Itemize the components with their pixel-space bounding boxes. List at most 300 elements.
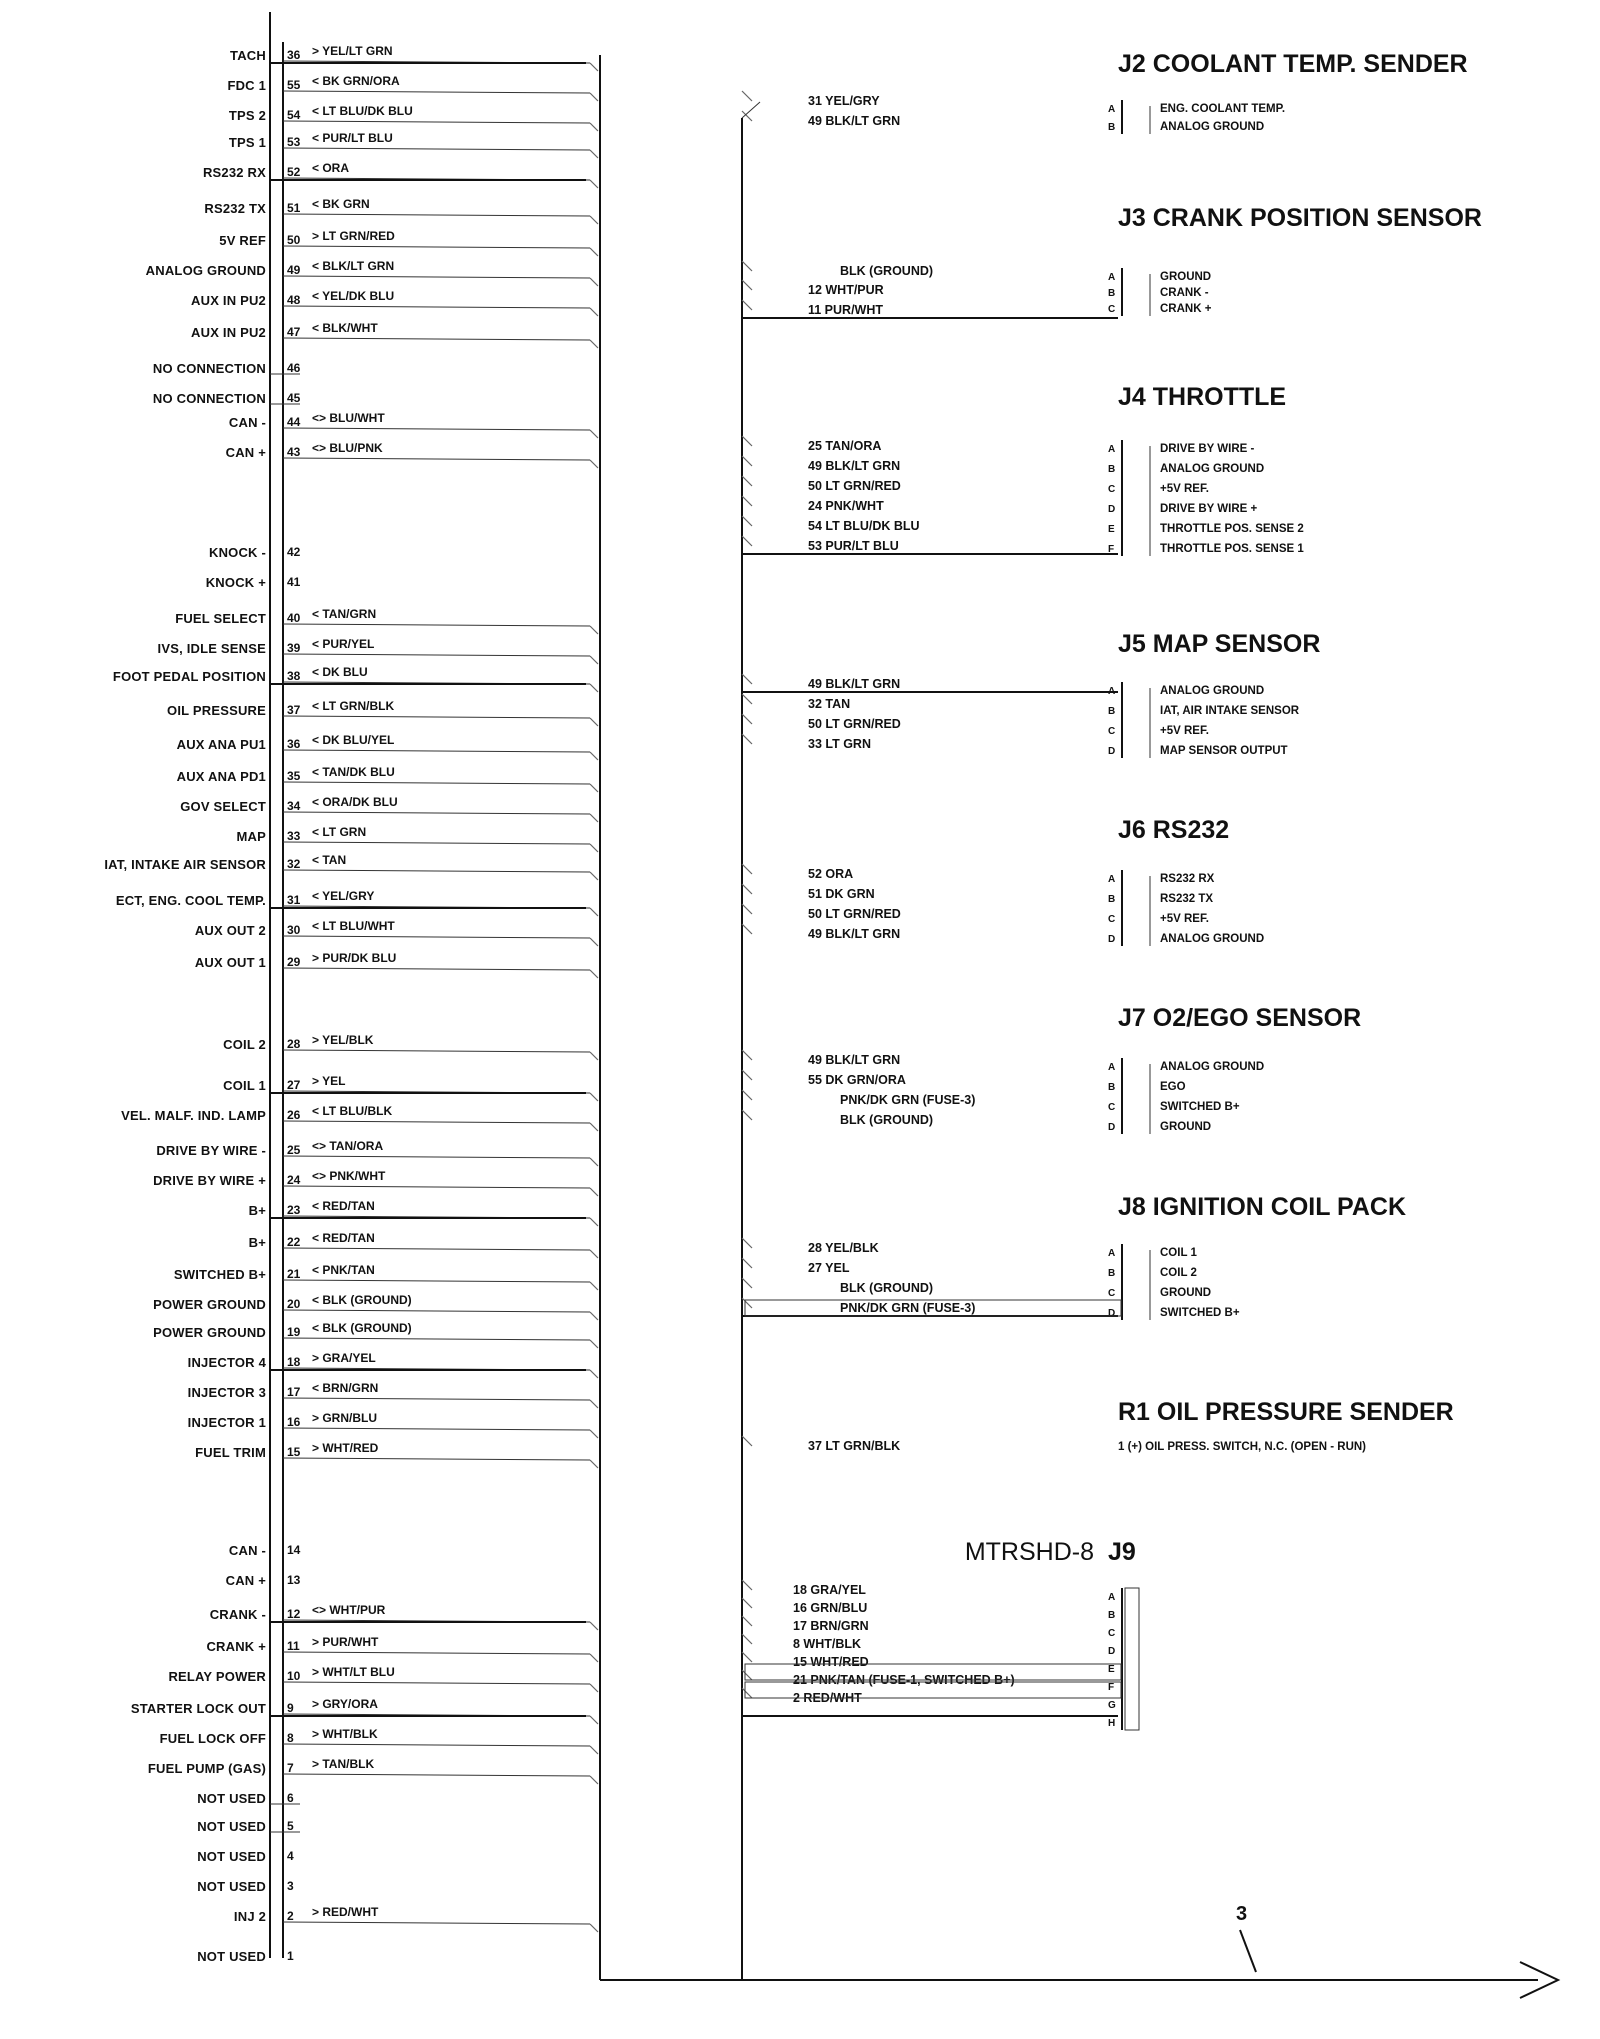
wire-junction-tick — [590, 1250, 598, 1258]
ecm-pin-label: CAN - — [228, 415, 266, 430]
wire-junction-tick — [590, 1716, 598, 1724]
connector-pin-letter: C — [1108, 726, 1116, 737]
connector-pin-function: GROUND — [1160, 1287, 1212, 1299]
ecm-wire-color: > YEL/LT GRN — [312, 44, 393, 58]
wire-junction-tick — [590, 63, 598, 71]
connector-pin-function: ANALOG GROUND — [1160, 1061, 1265, 1073]
ecm-wire-line — [283, 1774, 590, 1776]
ecm-pin-number: 2 — [287, 1909, 294, 1923]
connector-wire-label: 17 BRN/GRN — [793, 1619, 869, 1633]
ecm-wire-color: < LT GRN/BLK — [312, 699, 395, 713]
ecm-wire-line — [283, 246, 590, 248]
connector-wire-label: 51 DK GRN — [808, 887, 875, 901]
wire-junction-tick — [590, 123, 598, 131]
connector-pin-function: SWITCHED B+ — [1160, 1307, 1240, 1319]
ecm-pin-label: NO CONNECTION — [152, 361, 266, 376]
connector-pin-function: ENG. COOLANT TEMP. — [1160, 103, 1286, 115]
wire-junction-tick — [742, 1110, 752, 1120]
connector-pin-letter: A — [1108, 104, 1116, 115]
ecm-pin-label: CRANK - — [209, 1607, 266, 1622]
ecm-wire-line — [283, 1338, 590, 1340]
connector-wire-label: 54 LT BLU/DK BLU — [808, 519, 920, 533]
wire-junction-tick — [590, 1370, 598, 1378]
ecm-pin-label: INJ 2 — [233, 1909, 266, 1924]
ecm-wire-color: <> BLU/PNK — [312, 441, 383, 455]
ecm-pin-number: 4 — [287, 1849, 294, 1863]
ecm-wire-color: < PNK/TAN — [312, 1263, 375, 1277]
wire-junction-tick — [590, 1776, 598, 1784]
wire-junction-tick — [742, 864, 752, 874]
ecm-pin-label: SWITCHED B+ — [173, 1267, 266, 1282]
wire-junction-tick — [590, 340, 598, 348]
ecm-wire-line — [283, 624, 590, 626]
connector-wire-label: 28 YEL/BLK — [808, 1241, 879, 1255]
wire-junction-tick — [590, 1622, 598, 1630]
connector-pin-function: CRANK + — [1160, 303, 1212, 315]
ecm-pin-number: 12 — [287, 1607, 301, 1621]
connector-pin-letter: C — [1108, 304, 1116, 315]
connector-pin-letter: A — [1108, 874, 1116, 885]
ecm-pin-number: 29 — [287, 955, 301, 969]
connector-title: J6 RS232 — [1118, 816, 1230, 844]
wire-junction-tick — [590, 656, 598, 664]
connector-pin-letter: B — [1108, 464, 1116, 475]
ecm-pin-label: NOT USED — [197, 1791, 266, 1806]
ecm-pin-label: MAP — [236, 829, 266, 844]
ecm-wire-color: > PUR/WHT — [312, 1635, 379, 1649]
connector-wire-label: 27 YEL — [808, 1261, 850, 1275]
connector-pin-letter: C — [1108, 1102, 1116, 1113]
connector-pin-letter: F — [1108, 1682, 1115, 1693]
ecm-pin-label: INJECTOR 4 — [187, 1355, 266, 1370]
connector-title: J9 — [1108, 1538, 1136, 1566]
connector-wire-label: 49 BLK/LT GRN — [808, 1053, 901, 1067]
wire-junction-tick — [590, 718, 598, 726]
connector-pin-letter: H — [1108, 1718, 1116, 1729]
ecm-pin-label: AUX OUT 2 — [194, 923, 266, 938]
ecm-wire-color: > WHT/RED — [312, 1441, 379, 1455]
ecm-pin-number: 30 — [287, 923, 301, 937]
ecm-wire-color: < BLK (GROUND) — [312, 1293, 412, 1307]
ecm-wire-line — [283, 148, 590, 150]
ecm-wire-color: < LT BLU/WHT — [312, 919, 395, 933]
wire-junction-tick — [590, 1654, 598, 1662]
ecm-wire-line — [283, 1652, 590, 1654]
connector-wire-label: 15 WHT/RED — [793, 1655, 869, 1669]
wire-junction-tick — [742, 714, 752, 724]
ecm-pin-label: NOT USED — [197, 1949, 266, 1964]
wire-junction-tick — [590, 970, 598, 978]
wire-junction-tick — [590, 1430, 598, 1438]
connector-pin-function: EGO — [1160, 1081, 1186, 1093]
connector-pin-letter: C — [1108, 1628, 1116, 1639]
ecm-pin-number: 1 — [287, 1949, 294, 1963]
ecm-pin-number: 49 — [287, 263, 301, 277]
ecm-wire-line — [283, 338, 590, 340]
connector-pin-function: ANALOG GROUND — [1160, 463, 1265, 475]
ecm-wire-color: <> WHT/PUR — [312, 1603, 386, 1617]
wire-junction-tick — [590, 180, 598, 188]
ecm-pin-label: GOV SELECT — [180, 799, 266, 814]
ecm-pin-number: 8 — [287, 1731, 294, 1745]
connector-pin-letter: B — [1108, 1610, 1116, 1621]
connector-wire-label: BLK (GROUND) — [840, 1113, 934, 1127]
ecm-pin-number: 50 — [287, 233, 301, 247]
wire-junction-tick — [742, 91, 752, 101]
connector-pin-letter: D — [1108, 1122, 1116, 1133]
connector-wire-label: 24 PNK/WHT — [808, 499, 884, 513]
wire-junction-tick — [742, 1580, 752, 1590]
wire-junction-tick — [742, 904, 752, 914]
ecm-pin-number: 32 — [287, 857, 301, 871]
wire-junction-tick — [742, 280, 752, 290]
connector-pin-function: DRIVE BY WIRE - — [1160, 443, 1255, 455]
connector-pin-function: +5V REF. — [1160, 483, 1209, 495]
ecm-pin-number: 40 — [287, 611, 301, 625]
ecm-wire-color: < YEL/DK BLU — [312, 289, 395, 303]
wire-junction-tick — [590, 684, 598, 692]
connector-pin-letter: B — [1108, 1268, 1116, 1279]
connector-pin-function: ANALOG GROUND — [1160, 685, 1265, 697]
ecm-pin-number: 42 — [287, 545, 301, 559]
connector-pin-function: ANALOG GROUND — [1160, 121, 1265, 133]
ecm-pin-number: 51 — [287, 201, 301, 215]
connector-title: J3 CRANK POSITION SENSOR — [1118, 204, 1482, 232]
ecm-pin-label: IVS, IDLE SENSE — [157, 641, 266, 656]
connector-pin-letter: B — [1108, 122, 1116, 133]
ecm-pin-label: NOT USED — [197, 1819, 266, 1834]
connector-pin-function: THROTTLE POS. SENSE 1 — [1160, 543, 1304, 555]
connector-pin-letter: G — [1108, 1700, 1116, 1711]
ecm-pin-number: 5 — [287, 1819, 294, 1833]
ecm-pin-label: IAT, INTAKE AIR SENSOR — [104, 857, 266, 872]
connector-wire-label: 32 TAN — [808, 697, 851, 711]
ecm-wire-line — [283, 458, 590, 460]
wire-junction-tick — [590, 1218, 598, 1226]
wire-junction-tick — [590, 626, 598, 634]
ecm-pin-number: 48 — [287, 293, 301, 307]
ecm-pin-label: OIL PRESSURE — [167, 703, 266, 718]
ecm-wire-color: < BLK/WHT — [312, 321, 378, 335]
ecm-wire-color: < TAN/DK BLU — [312, 765, 395, 779]
connector-pin-function: COIL 1 — [1160, 1247, 1197, 1259]
wire-junction-tick — [590, 844, 598, 852]
wire-junction-tick — [590, 908, 598, 916]
wire-junction-tick — [742, 1258, 752, 1268]
ecm-wire-color: < RED/TAN — [312, 1231, 375, 1245]
ecm-pin-label: NOT USED — [197, 1849, 266, 1864]
ecm-wire-color: > GRY/ORA — [312, 1697, 378, 1711]
wire-junction-tick — [590, 752, 598, 760]
wire-junction-tick — [590, 248, 598, 256]
connector-wire-label: 50 LT GRN/RED — [808, 479, 901, 493]
ecm-wire-line — [283, 782, 590, 784]
ecm-pin-label: FUEL SELECT — [175, 611, 266, 626]
ecm-wire-color: < PUR/LT BLU — [312, 131, 393, 145]
wire-junction-tick — [590, 1400, 598, 1408]
ecm-wire-color: <> TAN/ORA — [312, 1139, 384, 1153]
ecm-pin-number: 27 — [287, 1078, 301, 1092]
connector-wire-label: 49 BLK/LT GRN — [808, 114, 901, 128]
ecm-wire-line — [283, 1310, 590, 1312]
wire-junction-tick — [590, 308, 598, 316]
ecm-pin-label: B+ — [248, 1203, 266, 1218]
ecm-pin-label: NO CONNECTION — [152, 391, 266, 406]
connector-title: J2 COOLANT TEMP. SENDER — [1118, 50, 1468, 78]
wire-junction-tick — [742, 1238, 752, 1248]
ecm-pin-label: VEL. MALF. IND. LAMP — [121, 1108, 266, 1123]
ecm-pin-label: AUX OUT 1 — [194, 955, 266, 970]
ecm-pin-label: AUX ANA PD1 — [176, 769, 266, 784]
wire-junction-tick — [742, 300, 752, 310]
wire-junction-tick — [590, 872, 598, 880]
ecm-pin-label: AUX IN PU2 — [191, 325, 266, 340]
connector-pin-letter: B — [1108, 1082, 1116, 1093]
ecm-pin-number: 20 — [287, 1297, 301, 1311]
ecm-pin-number: 37 — [287, 703, 301, 717]
ecm-pin-label: POWER GROUND — [153, 1297, 266, 1312]
ecm-pin-label: B+ — [248, 1235, 266, 1250]
connector-pin-function: RS232 RX — [1160, 873, 1215, 885]
ecm-wire-color: < YEL/GRY — [312, 889, 375, 903]
ecm-pin-number: 43 — [287, 445, 301, 459]
trunk-top-stub — [742, 102, 760, 118]
connector-pin-letter: D — [1108, 1646, 1116, 1657]
connector-wire-label: 2 RED/WHT — [793, 1691, 862, 1705]
ecm-pin-number: 28 — [287, 1037, 301, 1051]
ecm-wire-color: < RED/TAN — [312, 1199, 375, 1213]
ecm-pin-label: AUX ANA PU1 — [176, 737, 266, 752]
ecm-wire-line — [283, 1682, 590, 1684]
connector-wire-label: 18 GRA/YEL — [793, 1583, 866, 1597]
connector-pin-function: GROUND — [1160, 271, 1212, 283]
ecm-pin-label: TPS 1 — [228, 135, 266, 150]
wire-junction-tick — [742, 694, 752, 704]
ecm-wire-color: < TAN/GRN — [312, 607, 377, 621]
connector-wire-label: PNK/DK GRN (FUSE-3) — [840, 1093, 976, 1107]
connector-pin-function: +5V REF. — [1160, 725, 1209, 737]
ecm-pin-number: 41 — [287, 575, 301, 589]
ecm-pin-number: 36 — [287, 48, 301, 62]
wire-junction-tick — [742, 1616, 752, 1626]
wire-junction-tick — [590, 460, 598, 468]
ecm-wire-line — [283, 716, 590, 718]
connector-pin-letter: D — [1108, 934, 1116, 945]
wire-junction-tick — [590, 278, 598, 286]
wire-junction-tick — [742, 536, 752, 546]
ecm-wire-line — [283, 654, 590, 656]
wire-junction-tick — [742, 476, 752, 486]
connector-pin-letter: A — [1108, 686, 1116, 697]
wire-junction-tick — [742, 1436, 752, 1446]
connector-pin-letter: C — [1108, 484, 1116, 495]
ecm-wire-color: < BLK (GROUND) — [312, 1321, 412, 1335]
ecm-wire-color: < DK BLU/YEL — [312, 733, 395, 747]
connector-pin-letter: E — [1108, 524, 1115, 535]
ecm-pin-label: CAN + — [225, 445, 266, 460]
wire-junction-tick — [590, 1052, 598, 1060]
ecm-pin-number: 46 — [287, 361, 301, 375]
wire-junction-tick — [742, 1090, 752, 1100]
ecm-pin-label: FUEL LOCK OFF — [159, 1731, 266, 1746]
connector-wire-label: 52 ORA — [808, 867, 854, 881]
connector-pin-letter: A — [1108, 444, 1116, 455]
connector-title: J8 IGNITION COIL PACK — [1118, 1193, 1407, 1221]
connector-wire-label: 21 PNK/TAN (FUSE-1, SWITCHED B+) — [793, 1673, 1015, 1687]
ecm-wire-line — [283, 121, 590, 123]
ecm-pin-label: NOT USED — [197, 1879, 266, 1894]
wire-junction-tick — [590, 1340, 598, 1348]
connector-wire-label: 12 WHT/PUR — [808, 283, 884, 297]
wire-junction-tick — [742, 1634, 752, 1644]
connector-wire-label: 49 BLK/LT GRN — [808, 677, 901, 691]
wire-junction-tick — [742, 1070, 752, 1080]
ecm-pin-number: 39 — [287, 641, 301, 655]
wire-junction-tick — [590, 1684, 598, 1692]
ecm-pin-label: CAN + — [225, 1573, 266, 1588]
wire-junction-tick — [742, 436, 752, 446]
connector-pin-letter: D — [1108, 1308, 1116, 1319]
ecm-wire-color: > YEL/BLK — [312, 1033, 374, 1047]
connector-wire-label: BLK (GROUND) — [840, 264, 934, 278]
ecm-wire-color: < BRN/GRN — [312, 1381, 379, 1395]
ecm-pin-number: 18 — [287, 1355, 301, 1369]
ecm-pin-number: 14 — [287, 1543, 301, 1557]
connector-wire-label: 25 TAN/ORA — [808, 439, 882, 453]
wire-junction-tick — [590, 1093, 598, 1101]
connector-pin-letter: B — [1108, 288, 1116, 299]
ecm-pin-label: CAN - — [228, 1543, 266, 1558]
ecm-pin-label: INJECTOR 3 — [187, 1385, 266, 1400]
ecm-pin-number: 35 — [287, 769, 301, 783]
ecm-wire-line — [283, 1922, 590, 1924]
ecm-pin-number: 34 — [287, 799, 301, 813]
wire-junction-tick — [590, 1282, 598, 1290]
wire-junction-tick — [742, 1278, 752, 1288]
wire-junction-tick — [742, 456, 752, 466]
wire-junction-tick — [590, 1312, 598, 1320]
connector-wire-label: 50 LT GRN/RED — [808, 717, 901, 731]
connector-title: J4 THROTTLE — [1118, 383, 1287, 411]
ecm-pin-number: 52 — [287, 165, 301, 179]
connector-pin-function: IAT, AIR INTAKE SENSOR — [1160, 705, 1300, 717]
connector-pin-letter: A — [1108, 272, 1116, 283]
ecm-wire-line — [283, 1428, 590, 1430]
connector-wire-label: 16 GRN/BLU — [793, 1601, 868, 1615]
ecm-wire-line — [283, 1121, 590, 1123]
ecm-wire-line — [283, 1186, 590, 1188]
ecm-wire-line — [283, 306, 590, 308]
connector-housing-box — [1125, 1588, 1139, 1730]
ecm-pin-label: AUX IN PU2 — [191, 293, 266, 308]
ecm-pin-number: 53 — [287, 135, 301, 149]
wire-junction-tick — [590, 1158, 598, 1166]
connector-pin-letter: A — [1108, 1062, 1116, 1073]
ecm-wire-color: < BK GRN — [312, 197, 370, 211]
wire-junction-tick — [590, 784, 598, 792]
wire-junction-tick — [742, 1652, 752, 1662]
ecm-wire-line — [283, 1050, 590, 1052]
wire-junction-tick — [742, 884, 752, 894]
connector-pin-function: THROTTLE POS. SENSE 2 — [1160, 523, 1304, 535]
ecm-pin-number: 15 — [287, 1445, 301, 1459]
wire-junction-tick — [742, 496, 752, 506]
connector-wire-label: 49 BLK/LT GRN — [808, 927, 901, 941]
wire-junction-tick — [742, 734, 752, 744]
connector-pin-letter: D — [1108, 746, 1116, 757]
wire-junction-tick — [742, 924, 752, 934]
ecm-pin-label: RS232 TX — [204, 201, 266, 216]
ecm-pin-number: 23 — [287, 1203, 301, 1217]
ecm-pin-number: 55 — [287, 78, 301, 92]
ecm-wire-line — [283, 214, 590, 216]
wire-junction-tick — [590, 1460, 598, 1468]
ecm-pin-number: 45 — [287, 391, 301, 405]
connector-pin-function: CRANK - — [1160, 287, 1209, 299]
ecm-pin-number: 22 — [287, 1235, 301, 1249]
ecm-pin-label: CRANK + — [206, 1639, 266, 1654]
ecm-pin-label: ANALOG GROUND — [145, 263, 266, 278]
connector-pin-letter: B — [1108, 706, 1116, 717]
ecm-pin-number: 25 — [287, 1143, 301, 1157]
ecm-pin-label: DRIVE BY WIRE - — [156, 1143, 266, 1158]
connector-pin-letter: C — [1108, 1288, 1116, 1299]
ecm-pin-label: POWER GROUND — [153, 1325, 266, 1340]
ecm-pin-label: COIL 2 — [223, 1037, 266, 1052]
ecm-pin-number: 16 — [287, 1415, 301, 1429]
connector-pin-function: DRIVE BY WIRE + — [1160, 503, 1258, 515]
ecm-pin-label: STARTER LOCK OUT — [130, 1701, 266, 1716]
connector-pin-letter: E — [1108, 1664, 1115, 1675]
wire-junction-tick — [742, 1598, 752, 1608]
ecm-wire-line — [283, 968, 590, 970]
ecm-wire-color: > WHT/LT BLU — [312, 1665, 395, 1679]
connector-pin-function: ANALOG GROUND — [1160, 933, 1265, 945]
ecm-pin-label: DRIVE BY WIRE + — [153, 1173, 266, 1188]
connector-title: J5 MAP SENSOR — [1118, 630, 1321, 658]
connector-wire-label: 33 LT GRN — [808, 737, 871, 751]
ecm-pin-number: 9 — [287, 1701, 294, 1715]
ecm-wire-line — [283, 91, 590, 93]
ecm-pin-label: FDC 1 — [227, 78, 266, 93]
ecm-wire-color: > GRA/YEL — [312, 1351, 376, 1365]
ecm-wire-color: > WHT/BLK — [312, 1727, 378, 1741]
ecm-wire-line — [283, 1744, 590, 1746]
wire-junction-tick — [590, 1746, 598, 1754]
connector-wire-label: 11 PUR/WHT — [808, 303, 884, 317]
connector-pin-letter: A — [1108, 1248, 1116, 1259]
connector-pin-function: COIL 2 — [1160, 1267, 1197, 1279]
connector-pin-function: GROUND — [1160, 1121, 1212, 1133]
ecm-wire-color: > YEL — [312, 1074, 346, 1088]
ecm-pin-label: RELAY POWER — [168, 1669, 266, 1684]
ecm-pin-label: FUEL PUMP (GAS) — [147, 1761, 266, 1776]
wire-junction-tick — [590, 1123, 598, 1131]
ecm-pin-label: FUEL TRIM — [195, 1445, 266, 1460]
ecm-wire-line — [283, 870, 590, 872]
connector-wire-label: 31 YEL/GRY — [808, 94, 880, 108]
ecm-wire-color: < LT GRN — [312, 825, 367, 839]
wire-junction-tick — [742, 674, 752, 684]
connector-pin-function: MAP SENSOR OUTPUT — [1160, 745, 1288, 757]
ecm-wire-color: < BLK/LT GRN — [312, 259, 395, 273]
wire-junction-tick — [742, 516, 752, 526]
wire-junction-tick — [590, 93, 598, 101]
ecm-wire-line — [283, 812, 590, 814]
ecm-pin-label: COIL 1 — [223, 1078, 266, 1093]
connector-wire-label: 50 LT GRN/RED — [808, 907, 901, 921]
wire-junction-tick — [590, 814, 598, 822]
